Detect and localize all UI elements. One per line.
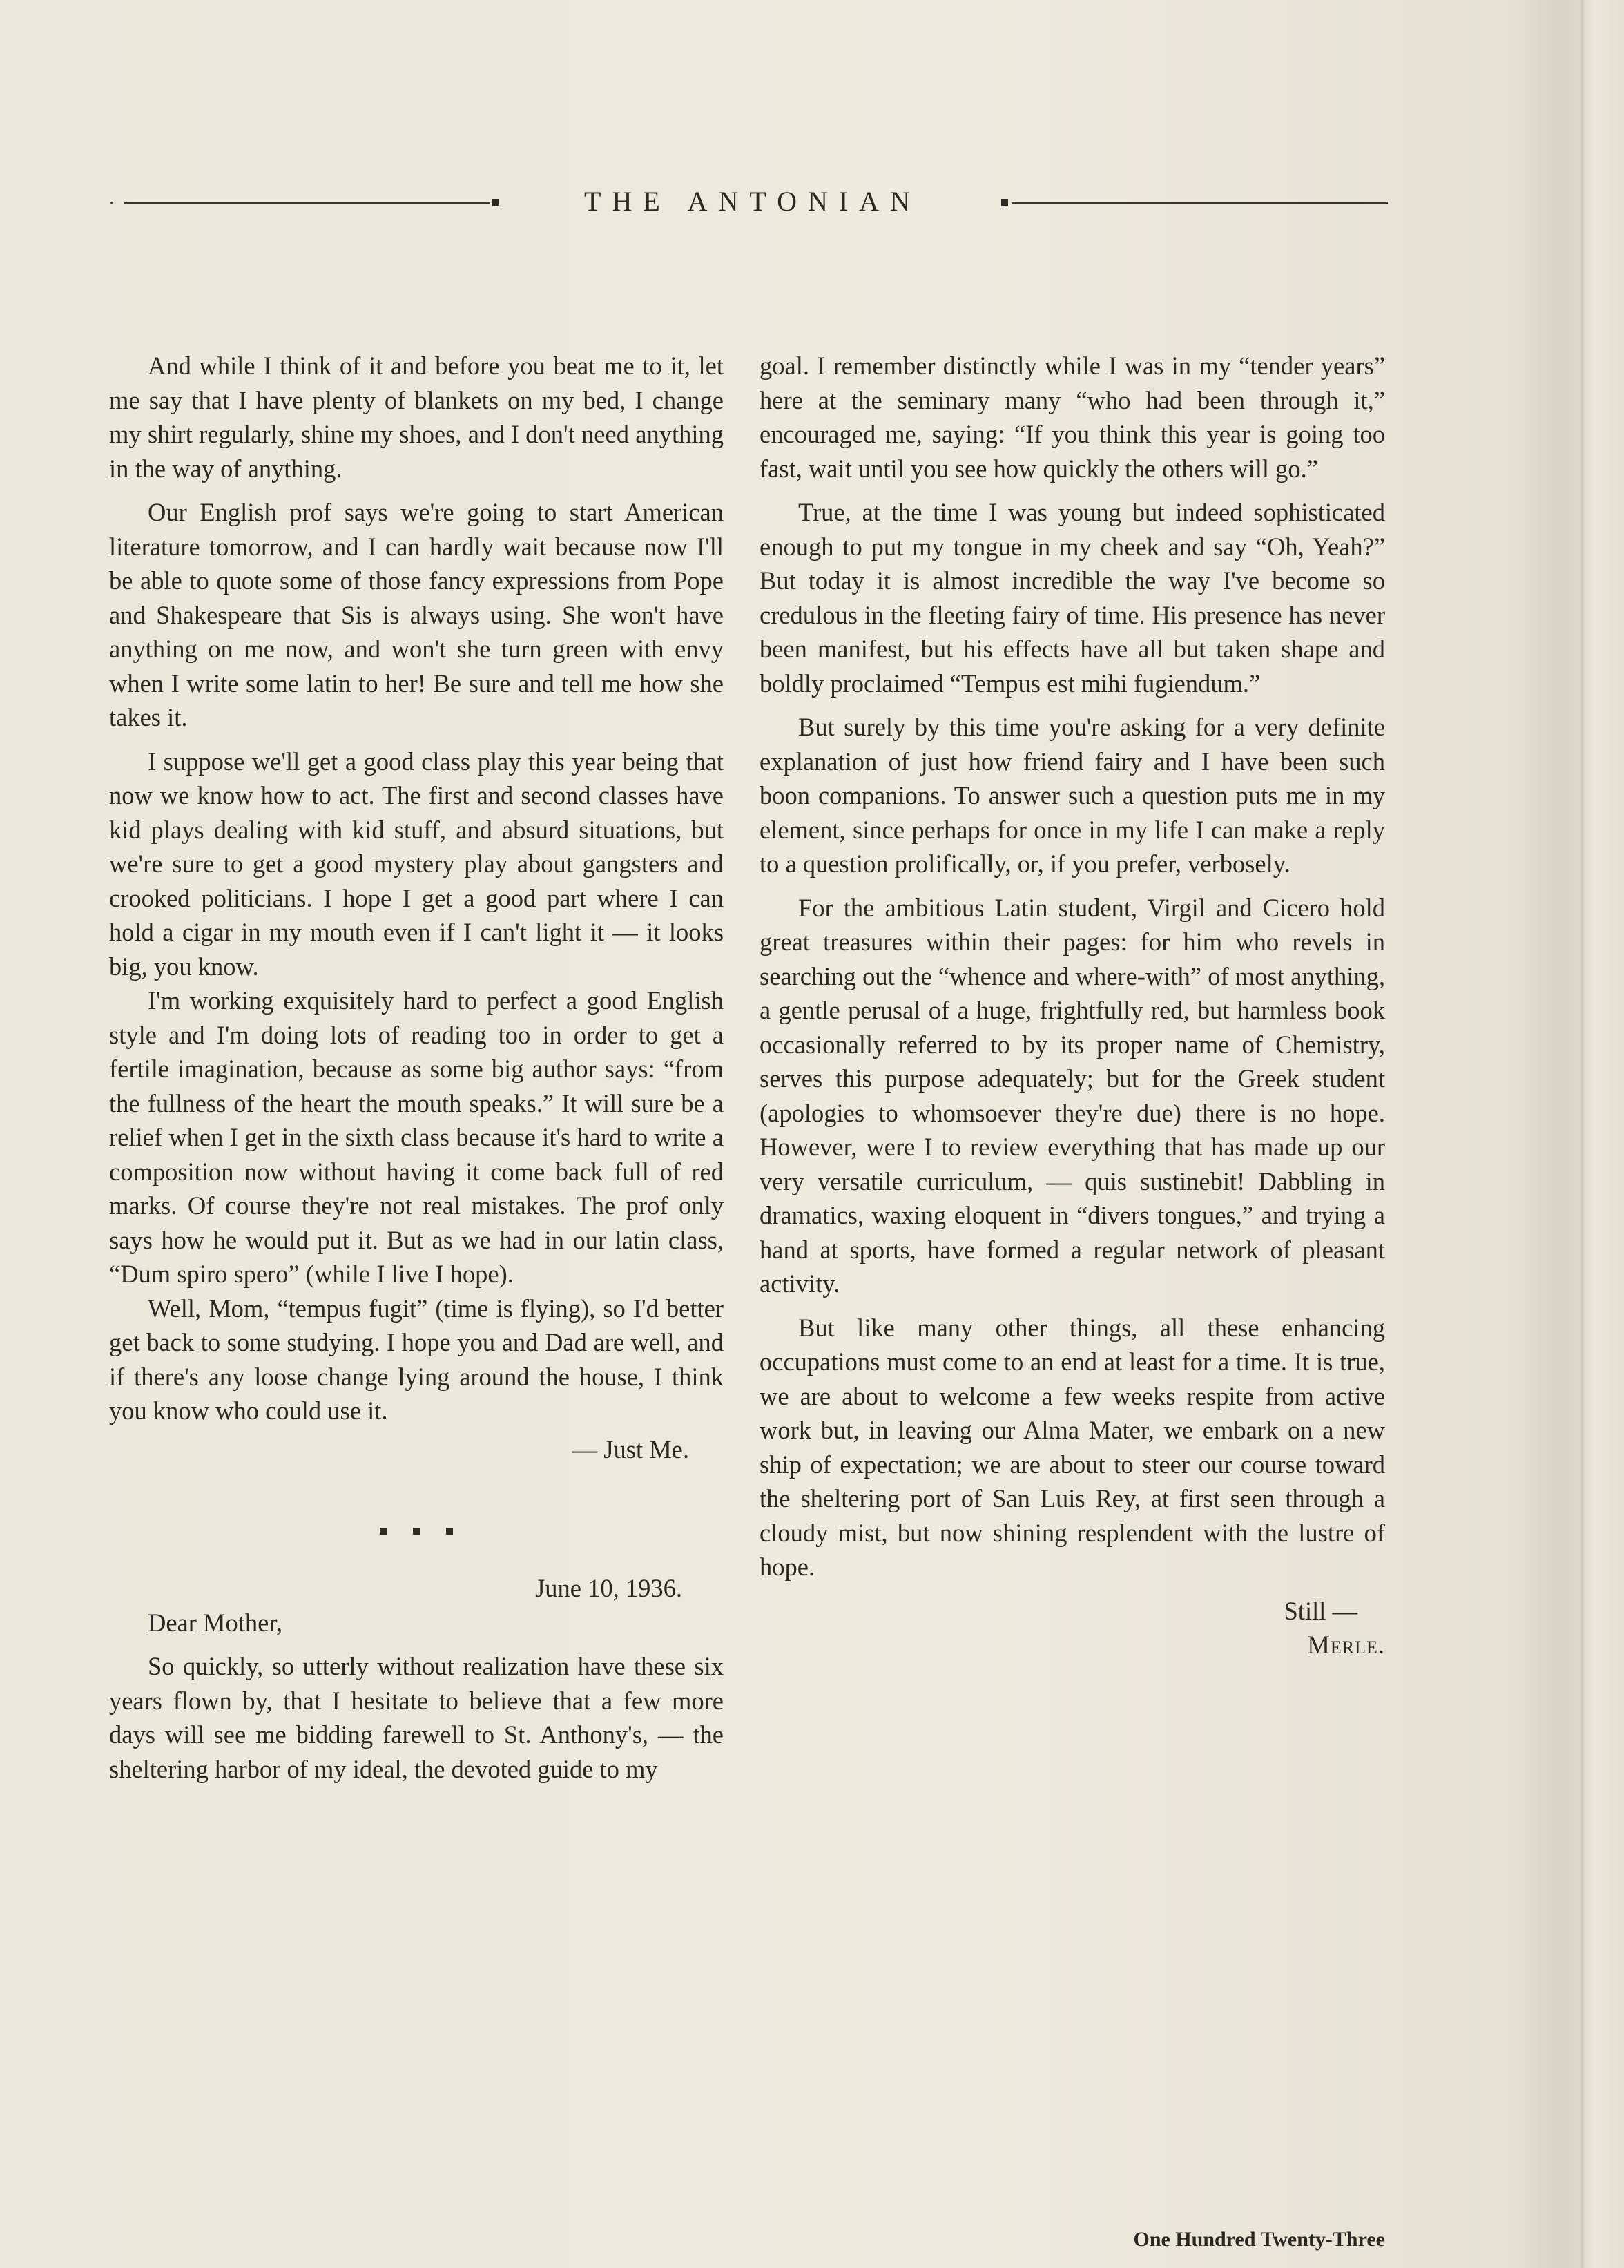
salutation: Dear Mother, [148, 1608, 283, 1637]
paragraph: Well, Mom, “tempus fugit” (time is flying), so I'd better get back to some studying. I hope you and Dad are well, and if there's any loose change lying around the house, I think you know who could use it. [109, 1294, 724, 1425]
paragraph: True, at the time I was young but indeed sophisticated enough to put my tongue in my cheek and say “Oh, Yeah?” But today it is almost incredible the way I've become so credulous in the fleeting fairy of time. His presence has never been manifest, but his effects have all but taken shape and boldly proclaimed “Tempus est mihi fugiendum.” [760, 498, 1385, 698]
masthead-bullet-right [1001, 199, 1008, 206]
page-edge [1581, 0, 1624, 2268]
page-number: One Hundred Twenty-Three [1133, 2228, 1385, 2251]
masthead-bullet-left [492, 199, 499, 206]
signature: — Just Me. [572, 1434, 689, 1463]
masthead-rule-left [124, 202, 490, 204]
running-head: THE ANTONIAN [584, 186, 921, 217]
masthead-dot [110, 202, 113, 204]
dateline: June 10, 1936. [535, 1574, 682, 1602]
paragraph: But surely by this time you're asking for a very definite explanation of just how friend fairy and I have been such boon companions. To answer such a question puts me in my element, since perhaps for once in my life I can make a reply to a question prolifically, or, if you prefer, verbosely. [760, 713, 1385, 878]
paragraph: I suppose we'll get a good class play this year being that now we know how to act. The first and second classes have kid plays dealing with kid stuff, and absurd situations, but we're sure to get a good mystery play about gangsters and crooked politicians. I hope I get a good part where I can hold a cigar in my mouth even if I can't light it — it looks big, you know. [109, 747, 724, 981]
closing: Still — [1284, 1596, 1357, 1625]
paragraph: But like many other things, all these enhancing occupations must come to an end at least for a time. It is true, we are about to welcome a few weeks respite from active work but, in leaving our Alma Mater, we embark on a new ship of expectation; we are about to steer our course toward the sheltering port of San Luis Rey, at first seen through a cloudy mist, but now shining resplendent with the lustre of hope. [760, 1313, 1385, 1581]
paragraph: And while I think of it and before you beat me to it, let me say that I have plenty of blankets on my bed, I change my shirt regularly, shine my shoes, and I don't need anything in the way of anything. [109, 352, 724, 483]
paragraph: Our English prof says we're going to start American literature tomorrow, and I can hardly wait because now I'll be able to quote some of those fancy expressions from Pope and Shakespeare that Sis is always using. She won't have anything on me now, and won't she turn green with envy when I write some latin to her! Be sure and tell me how she takes it. [109, 498, 724, 731]
masthead [110, 181, 1388, 222]
signature: Merle. [1307, 1631, 1385, 1659]
masthead-rule-right [1012, 202, 1388, 204]
section-separator [109, 1509, 724, 1523]
right-column [760, 349, 1385, 1662]
left-column [109, 349, 724, 1786]
paragraph: I'm working exquisitely hard to perfect a good English style and I'm doing lots of reading too in order to get a fertile imagination, because as some big author says: “from the fullness of the heart the mouth speaks.” It will sure be a relief when I get in the sixth class because it's hard to write a composition now without having it come back full of red marks. Of course they're not real mistakes. The prof only says how he would put it. But as we had in our latin class, “Dum spiro spero” (while I live I hope). [109, 986, 724, 1288]
paragraph: goal. I remember distinctly while I was in my “tender years” here at the seminary many “who had been through it,” encouraged me, saying: “If you think this year is going too fast, wait until you see how quickly the others will go.” [760, 352, 1385, 483]
paragraph: For the ambitious Latin student, Virgil and Cicero hold great treasures within their pages: for him who revels in searching out the “whence and where-with” of most anything, a gentle perusal of a huge, frightfully red, but harmless book occasionally referred to by its proper name of Chemistry, serves this purpose adequately; but for the Greek student (apologies to whomsoever they're due) there is no hope. However, were I to review everything that has made up our very versatile curriculum, — quis sustinebit! Dabbling in dramatics, waxing eloquent in “divers tongues,” and trying a hand at sports, have formed a regular network of pleasant activity. [760, 893, 1385, 1298]
paragraph: So quickly, so utterly without realization have these six years flown by, that I hesitate to believe that a few more days will see me bidding farewell to St. Anthony's, — the sheltering harbor of my ideal, the devoted guide to my [109, 1652, 724, 1783]
